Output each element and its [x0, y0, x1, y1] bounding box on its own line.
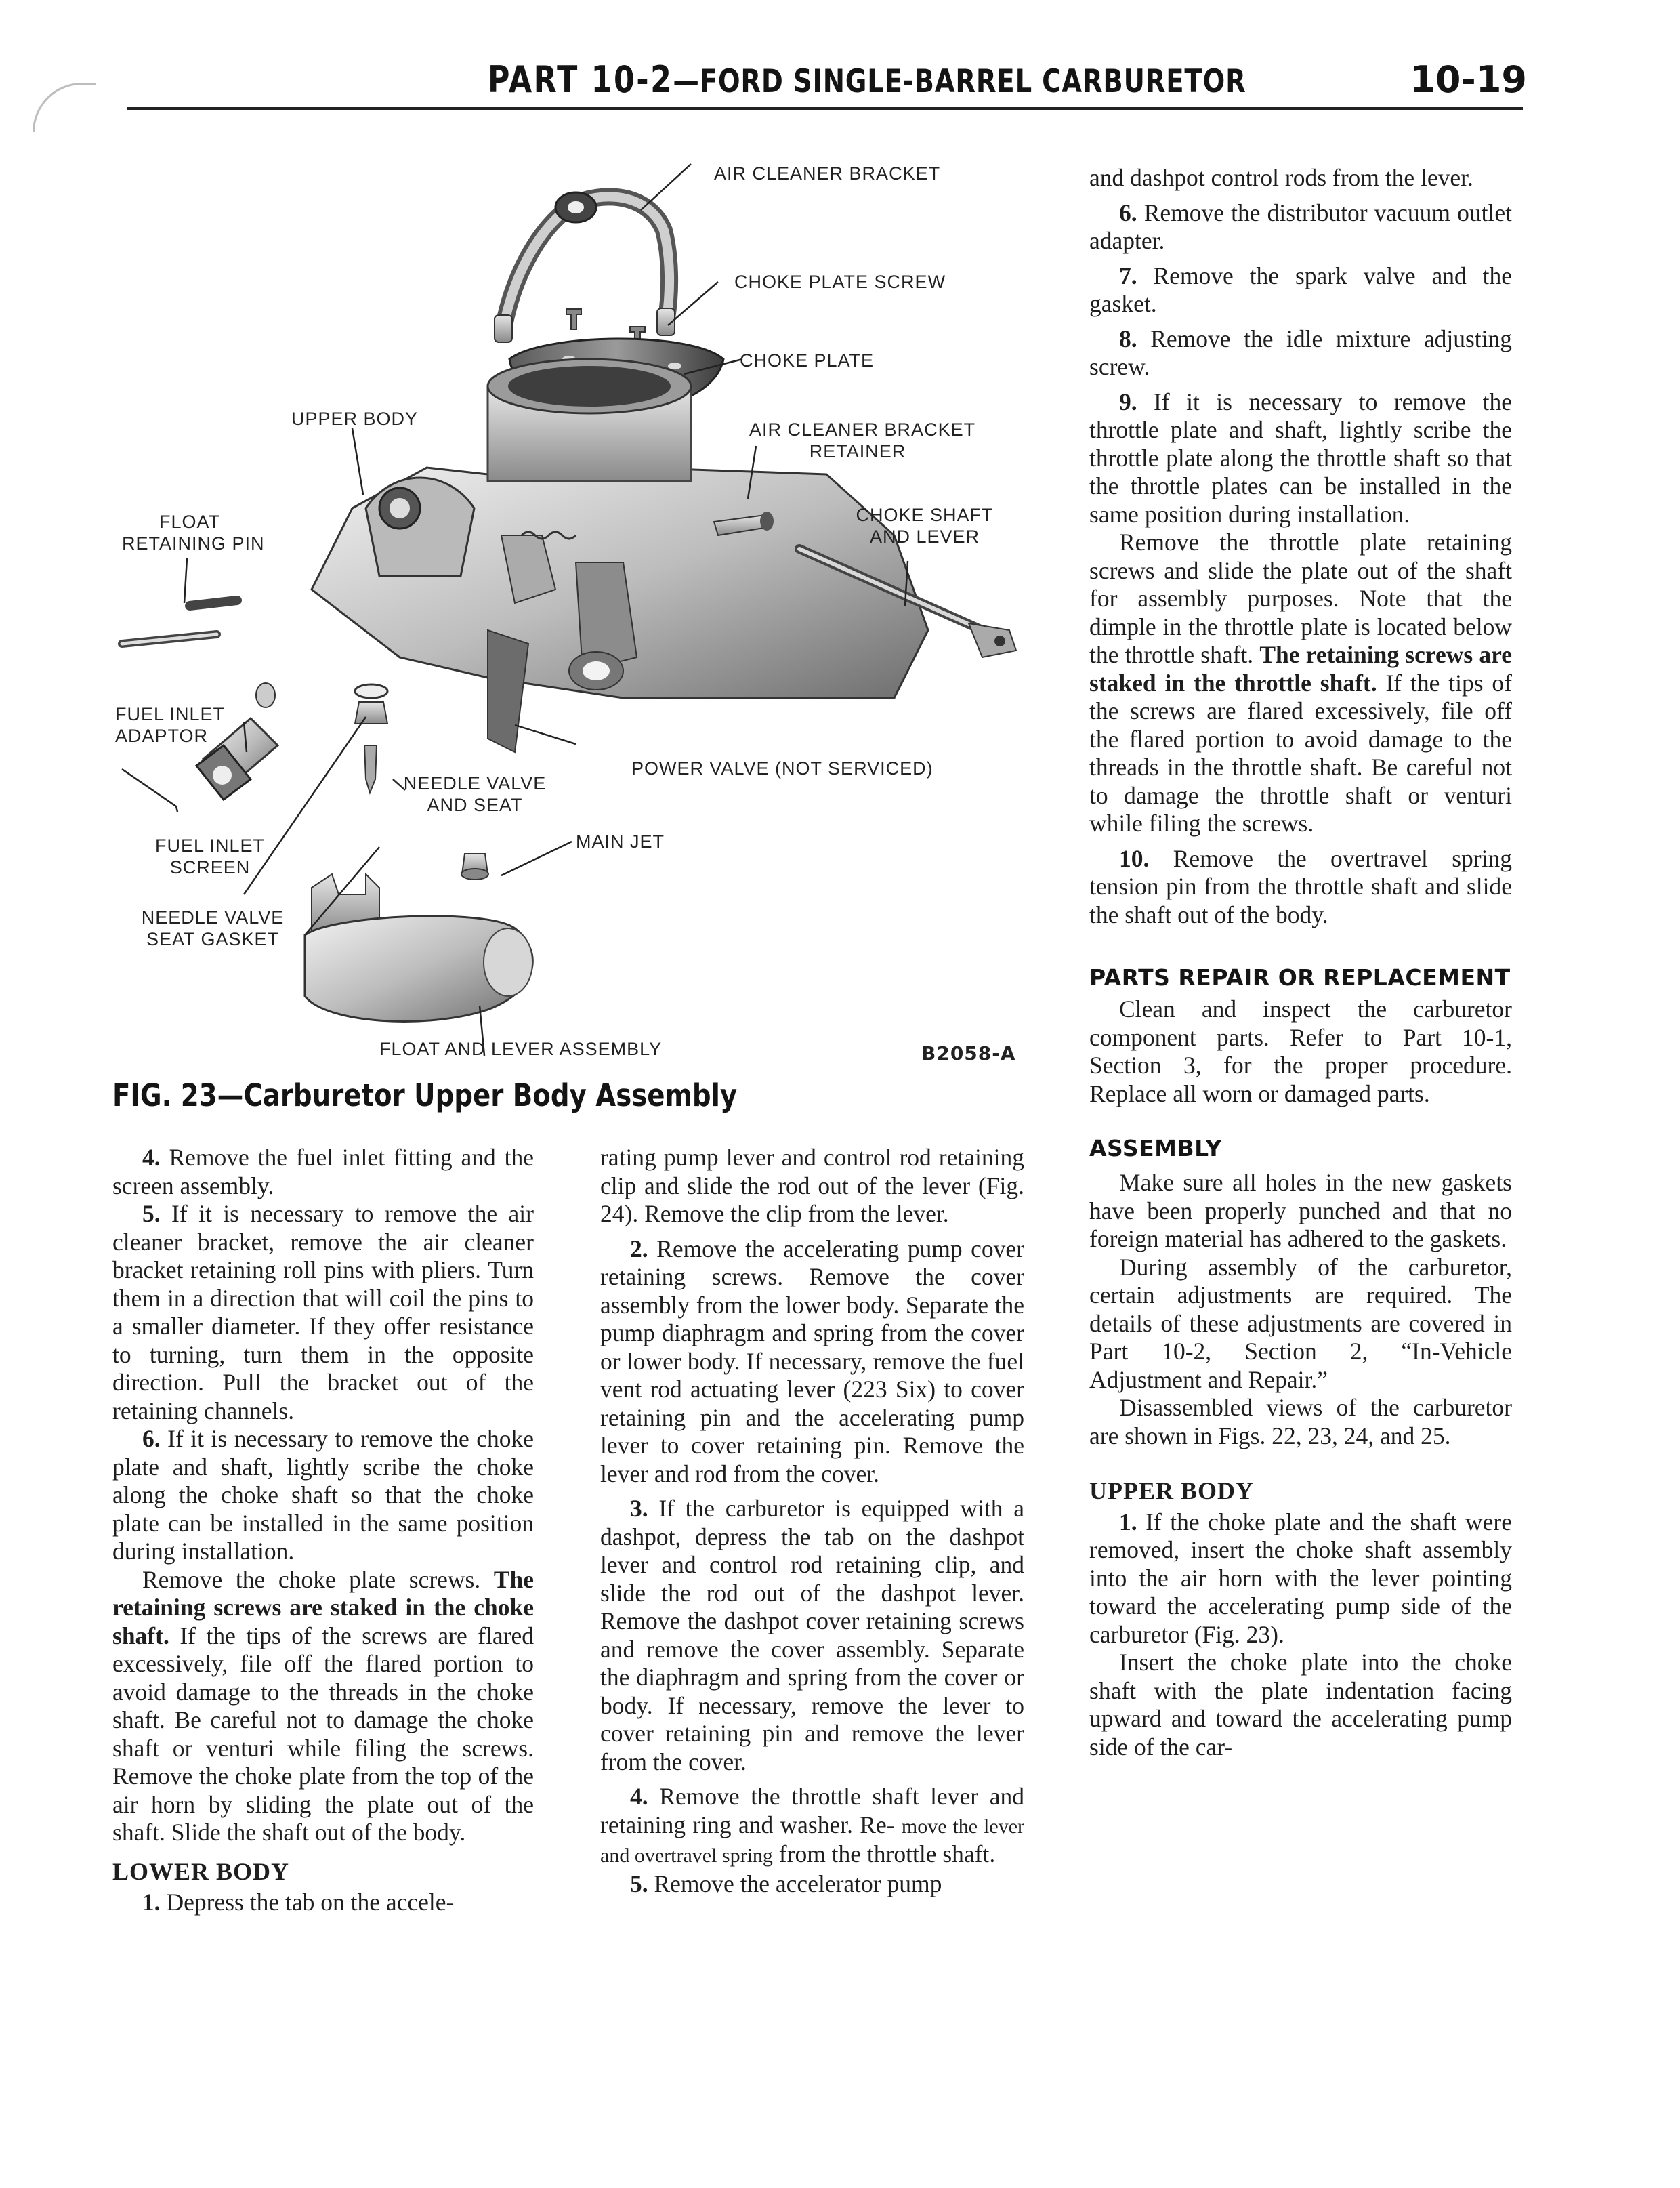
step-number: 4.: [630, 1783, 648, 1810]
label-choke-plate: CHOKE PLATE: [740, 350, 875, 371]
paragraph-text: If the choke plate and the shaft were removed, insert the choke shaft assembly into the air horn with the lever pointing toward the accelerating pump side of the carburetor (Fig. 23).: [1089, 1508, 1512, 1648]
paragraph-text: Insert the choke plate into the choke shaft with the plate indentation facing upward and toward the accelerating pump side of the car-: [1089, 1649, 1512, 1760]
paragraph: [1089, 1394, 1512, 1450]
paragraph-text: During assembly of the carburetor, certain adjustments are required. The details of these adjustments are covered in Part 10-2, Section 2, “In-Vehicle Adjustment and Repair.”: [1089, 1253, 1512, 1393]
label-float-retaining-pin: [122, 511, 265, 554]
paragraph: [1089, 845, 1512, 930]
main-jet-part: [461, 854, 488, 880]
paragraph: [1089, 995, 1512, 1108]
figure-caption: FIG. 23—Carburetor Upper Body Assembly: [112, 1077, 738, 1113]
paragraph: [112, 1144, 534, 1200]
label-fuel-inlet-screen: [149, 835, 271, 878]
label-float-retaining-pin-line1: FLOAT: [159, 512, 220, 532]
paragraph: [1089, 529, 1512, 838]
paragraph-text: If it is necessary to remove the choke plate and shaft, lightly scribe the choke along the choke shaft so that the choke plate can be installed in the same position during installation.: [112, 1425, 534, 1565]
paragraph-text: If it is necessary to remove the throttle plate and shaft, lightly scribe the throttle plate along the throttle shaft so that the throttle plates can be installed in the same position during installation.: [1089, 388, 1512, 528]
paragraph-text: Remove the overtravel spring tension pin from the throttle shaft and slide the shaft out of the body.: [1089, 844, 1512, 928]
paragraph-text: If the carburetor is equipped with a dashpot, depress the tab on the dashpot lever and control rod retaining clip, and slide the rod out of the dashpot lever. Remove the dashpot cover retaining screws and remove the cover assembly. Separate the diaphragm and spring from the cover or body. If necessary, remove the lever to cover retaining pin and remove the lever from the cover.: [600, 1495, 1024, 1775]
label-needle-seat-gasket-line2: SEAT GASKET: [146, 929, 280, 949]
paragraph-text: and dashpot control rods from the lever.: [1089, 164, 1473, 191]
label-bracket-retainer-line1: AIR CLEANER BRACKET: [749, 419, 976, 440]
paragraph: [112, 1888, 534, 1917]
step-number: 7.: [1119, 262, 1137, 289]
paragraph-text: Remove the accelerating pump cover retaining screws. Remove the cover assembly from the lower body. Separate the pump diaphragm and spring from the cover or lower body. If necessary, remove the fuel vent rod actuating lever (223 Six) to cover retaining pin and the accelerating pump lever to cover retaining pin. Remove the lever and rod from the cover.: [600, 1235, 1024, 1487]
heading-lower-body: LOWER BODY: [112, 1857, 290, 1885]
label-choke-plate-screw: CHOKE PLATE SCREW: [734, 272, 946, 292]
text-column-left: [112, 1144, 534, 1917]
step-number: 4.: [142, 1144, 161, 1171]
page-number: 10-19: [1410, 58, 1527, 101]
paragraph: [600, 1495, 1024, 1776]
header-rule: [127, 107, 1523, 110]
paragraph-text: If the tips of the screws are flared excessively, file off the flared portion to avoid damage to the threads in the choke shaft. Be careful not to damage the choke shaft or venturi while filing the screws. Remove the choke plate from the top of the air horn by sliding the plate out of the shaft. Slide the shaft out of the body.: [112, 1622, 534, 1846]
step-number: 1.: [1119, 1508, 1137, 1535]
text-column-right: [1089, 164, 1512, 1761]
heading-assembly: ASSEMBLY: [1089, 1135, 1222, 1161]
paragraph-text: Remove the distributor vacuum outlet adapter.: [1089, 199, 1512, 254]
step-number: 10.: [1119, 844, 1150, 872]
label-air-cleaner-bracket: AIR CLEANER BRACKET: [714, 163, 941, 184]
label-choke-shaft-line2: AND LEVER: [869, 527, 980, 547]
label-float-and-lever: FLOAT AND LEVER ASSEMBLY: [379, 1039, 663, 1059]
paragraph-text-small: move the lever and overtravel spring: [600, 1815, 1024, 1867]
paragraph-text: from the throttle shaft.: [772, 1840, 996, 1867]
paragraph-text: Remove the fuel inlet fitting and the screen assembly.: [112, 1144, 534, 1199]
part-label: PART 10-2: [488, 58, 673, 101]
label-needle-seat-gasket-line1: NEEDLE VALVE: [141, 907, 285, 928]
paragraph: [1089, 1649, 1512, 1761]
paragraph: [1089, 388, 1512, 529]
bold-warning: The retaining screws are staked in the choke shaft.: [112, 1565, 534, 1649]
float-retaining-pin-part: [122, 600, 237, 644]
paragraph: [112, 1425, 534, 1566]
label-upper-body: UPPER BODY: [291, 409, 419, 429]
paragraph-text: Remove the spark valve and the gasket.: [1089, 262, 1512, 317]
step-number: 5.: [142, 1200, 161, 1227]
figure-code: B2058-A: [921, 1042, 1016, 1065]
step-number: 9.: [1119, 388, 1137, 415]
label-main-jet: MAIN JET: [576, 831, 665, 852]
paragraph: [112, 1200, 534, 1425]
paragraph: [1089, 1169, 1512, 1254]
step-number: 3.: [630, 1495, 648, 1522]
paragraph-text: Remove the choke plate screws.: [142, 1565, 494, 1593]
paragraph: [112, 1566, 534, 1847]
paragraph-text: Disassembled views of the carburetor are shown in Figs. 22, 23, 24, and 25.: [1089, 1394, 1512, 1449]
paragraph-text: Remove the throttle plate retaining screws and slide the plate out of the shaft for assembly purposes. Note that the dimple in the throttle plate is located below the throttle shaft.: [1089, 529, 1512, 668]
label-bracket-retainer: [749, 419, 976, 462]
paragraph-text: Clean and inspect the carburetor component parts. Refer to Part 10-1, Section 3, for the proper procedure. Replace all worn or damaged parts.: [1089, 995, 1512, 1107]
page-header-title: [488, 58, 1246, 101]
label-needle-valve-line2: AND SEAT: [427, 795, 523, 815]
heading-upper-body: UPPER BODY: [1089, 1477, 1254, 1504]
paragraph: [600, 1783, 1024, 1870]
label-needle-seat-gasket: [138, 907, 287, 950]
label-power-valve: POWER VALVE (NOT SERVICED): [631, 758, 933, 779]
paragraph: [1089, 1508, 1512, 1649]
paragraph: [1089, 164, 1512, 192]
bold-warning: The retaining screws are staked in the throttle shaft.: [1089, 641, 1512, 697]
label-fuel-inlet-adaptor-line2: ADAPTOR: [115, 726, 209, 746]
header-title-text: —FORD SINGLE-BARREL CARBURETOR: [673, 63, 1246, 100]
label-fuel-inlet-screen-line2: SCREEN: [169, 857, 251, 878]
label-choke-shaft-line1: CHOKE SHAFT: [856, 505, 994, 525]
paragraph: [1089, 1254, 1512, 1395]
figure-23: [108, 156, 1050, 1064]
paragraph-text: If it is necessary to remove the air cleaner bracket, remove the air cleaner bracket retaining roll pins with pliers. Turn them in a direction that will coil the pins to a smaller diameter. If they offer resistance to turning, turn them in the opposite direction. Pull the bracket out of the retaining channels.: [112, 1200, 534, 1424]
paragraph: [1089, 199, 1512, 255]
paragraph-text: If the tips of the screws are flared excessively, file off the flared portion to avoid damage to the threads in the throttle shaft. Be careful not to damage the throttle shaft or venturi while filing the screws.: [1089, 669, 1512, 837]
label-needle-valve-line1: NEEDLE VALVE: [403, 773, 547, 793]
paragraph-text: Remove the accelerator pump: [648, 1870, 942, 1897]
text-column-middle: [600, 1144, 1024, 1898]
label-fuel-inlet-adaptor-line1: FUEL INLET: [115, 704, 226, 724]
step-number: 8.: [1119, 325, 1137, 352]
step-number: 2.: [630, 1235, 648, 1262]
label-float-retaining-pin-line2: RETAINING PIN: [122, 533, 265, 554]
paragraph-text: Remove the throttle shaft lever and retaining ring and washer. Re-: [600, 1783, 1024, 1838]
needle-valve-and-seat-part: [355, 684, 387, 793]
label-fuel-inlet-adaptor: [115, 703, 225, 747]
paragraph-text: rating pump lever and control rod retaining clip and slide the rod out of the lever (Fig. 24). Remove the clip from the lever.: [600, 1144, 1024, 1227]
paragraph: [1089, 262, 1512, 318]
step-number: 5.: [630, 1870, 648, 1897]
paragraph-text: Depress the tab on the accele-: [160, 1888, 455, 1916]
heading-parts-repair: PARTS REPAIR OR REPLACEMENT: [1089, 964, 1511, 991]
step-number: 6.: [142, 1425, 161, 1452]
paragraph: [600, 1870, 1024, 1899]
label-choke-shaft: [854, 504, 996, 548]
paragraph-text: Make sure all holes in the new gaskets have been properly punched and that no foreign material has adhered to the gaskets.: [1089, 1169, 1512, 1252]
air-cleaner-bracket-part: [495, 192, 675, 342]
label-needle-valve: [397, 772, 553, 816]
paragraph-text: Remove the idle mixture adjusting screw.: [1089, 325, 1512, 380]
paragraph: [600, 1235, 1024, 1489]
float-and-lever-part: [305, 916, 532, 1022]
paragraph: [600, 1144, 1024, 1229]
step-number: 1.: [142, 1888, 161, 1916]
scan-corner-mark: [33, 83, 96, 132]
label-bracket-retainer-line2: RETAINER: [809, 441, 906, 461]
step-number: 6.: [1119, 199, 1137, 226]
paragraph: [1089, 325, 1512, 381]
label-fuel-inlet-screen-line1: FUEL INLET: [154, 835, 266, 856]
